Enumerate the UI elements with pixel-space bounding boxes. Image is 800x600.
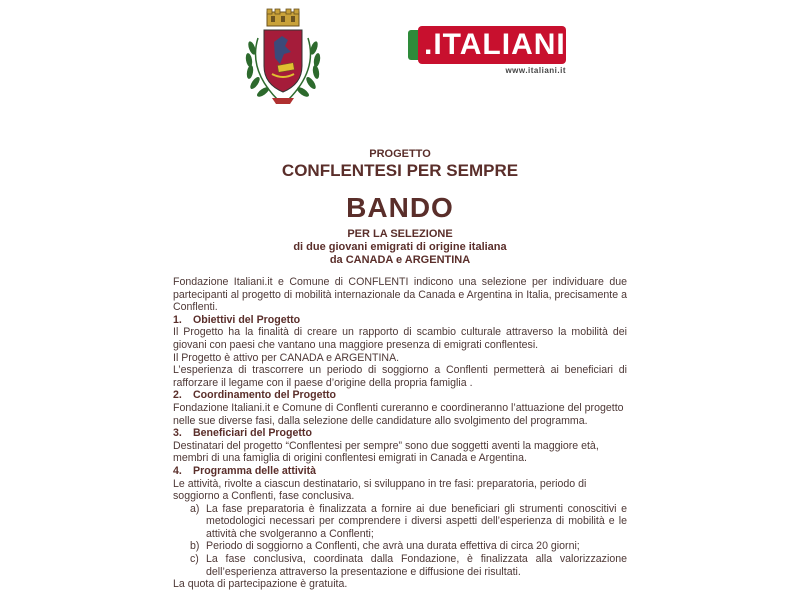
list-item-text: La fase preparatoria è finalizzata a fornire ai due beneficiari gli strumenti conoscitivi e metodologici necessari per comprendere i diversi aspetti dell’esperienza di mobilità e le attività che svolgeranno a Conflenti; — [206, 502, 627, 540]
section-title: Beneficiari del Progetto — [193, 427, 312, 440]
paragraph: Fondazione Italiani.it e Comune di Conflenti cureranno e coordineranno l’attuazione del progetto nelle sue diverse fasi, dalla selezione delle candidature allo svolgimento del programma. — [173, 401, 624, 427]
section-title: Obiettivi del Progetto — [193, 313, 301, 326]
bando-subtitle-1: PER LA SELEZIONE — [347, 228, 453, 240]
section-number: 3. — [173, 427, 182, 440]
section-coordination — [173, 389, 627, 427]
section-beneficiaries — [173, 427, 627, 465]
section-heading — [173, 465, 627, 478]
paragraph: Destinatari del progetto “Conflentesi per sempre” sono due soggetti aventi la maggiore età, membri di una famiglia di origini conflentesi emigrati in Canada e Argentina. — [173, 439, 599, 465]
document-body — [173, 276, 627, 591]
paragraph: Il Progetto è attivo per CANADA e ARGENTINA. — [173, 351, 400, 364]
section-heading — [173, 314, 627, 327]
section-title: Coordinamento del Progetto — [193, 389, 337, 402]
progetto-label: PROGETTO — [369, 148, 431, 160]
italiani-logo — [402, 24, 566, 76]
phases-list — [173, 503, 627, 579]
list-item — [173, 540, 627, 553]
section-title: Programma delle attività — [193, 464, 317, 477]
section-number: 2. — [173, 389, 182, 402]
italiani-wordmark — [418, 26, 566, 64]
bando-subtitle-3: da CANADA e ARGENTINA — [329, 254, 471, 266]
list-marker: c) — [190, 553, 199, 566]
coat-of-arms-logo — [238, 8, 328, 108]
list-marker: a) — [190, 502, 200, 515]
paragraph: Le attività, rivolte a ciascun destinatario, si sviluppano in tre fasi: preparatoria, periodo di soggiorno a Conflenti, fase conclusiva. — [173, 477, 587, 503]
list-item-text: Periodo di soggiorno a Conflenti, che avrà una durata effettiva di circa 20 giorni; — [206, 540, 580, 553]
paragraph: Il Progetto ha la finalità di creare un rapporto di scambio culturale attraverso la mobilità dei giovani con paesi che vantano una maggiore presenza di emigrati conflentesi. — [173, 326, 627, 351]
logo-text: .ITALIANI — [424, 28, 566, 61]
closing-note: La quota di partecipazione è gratuita. — [173, 578, 348, 591]
paragraph: L’esperienza di trascorrere un periodo di soggiorno a Conflenti permetterà ai beneficiari di rafforzare il legame con il paese d’origine della propria famiglia . — [173, 364, 627, 389]
section-number: 4. — [173, 464, 182, 477]
list-item — [173, 503, 627, 541]
intro-paragraph: Fondazione Italiani.it e Comune di CONFLENTI indicono una selezione per individuare due partecipanti al progetto di mobilità internazionale da Canada e Argentina in Italia, precisamente a Conflenti. — [173, 276, 627, 314]
section-objectives — [173, 314, 627, 390]
section-heading — [173, 389, 627, 402]
bando-title: BANDO — [346, 192, 454, 223]
section-heading — [173, 427, 627, 440]
bando-subtitle-2: di due giovani emigrati di origine italiana — [293, 241, 507, 253]
list-marker: b) — [190, 540, 200, 553]
section-program — [173, 465, 627, 591]
section-number: 1. — [173, 313, 182, 326]
list-item — [173, 553, 627, 578]
project-title: CONFLENTESI PER SEMPRE — [281, 161, 519, 180]
list-item-text: La fase conclusiva, coordinata dalla Fondazione, è finalizzata alla valorizzazione dell’esperienza attraverso la presentazione e diffusione dei risultati. — [206, 553, 627, 578]
logo-url: www.italiani.it — [505, 66, 566, 75]
coat-of-arms-icon — [238, 8, 328, 108]
